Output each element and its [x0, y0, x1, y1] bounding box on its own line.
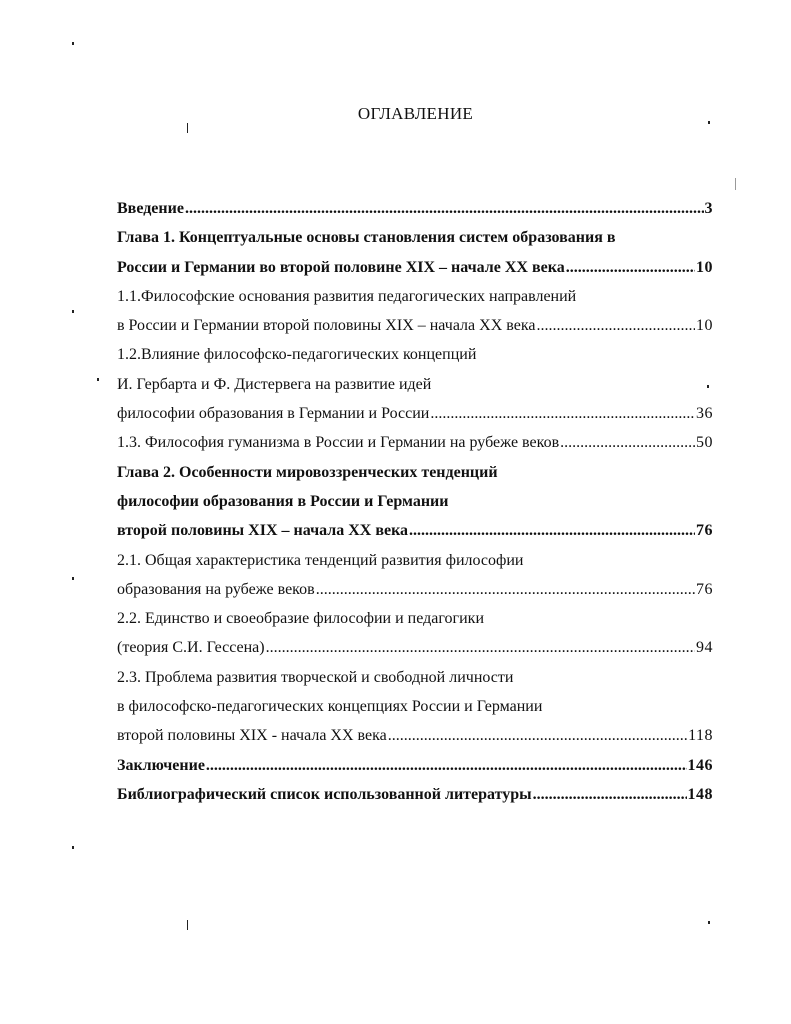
toc-entry: [117, 780, 713, 809]
toc-entry-text: 2.2. Единство и своеобразие философии и педагогики: [117, 610, 484, 628]
toc-entry-text: в России и Германии второй половины XIX – начала XX века: [117, 317, 536, 335]
toc-page-number: 76: [696, 580, 713, 598]
toc-entry: [117, 546, 713, 575]
toc-entry: [117, 340, 713, 369]
scan-speck: [708, 921, 710, 924]
toc-entry-text: (теория С.И. Гессена): [117, 639, 265, 657]
toc-leader-dots: [388, 721, 687, 750]
toc-entry-text: И. Гербарта и Ф. Дистервега на развитие идей: [117, 375, 432, 393]
toc-entry: [117, 399, 713, 428]
toc-entry-text: в философско-педагогических концепциях России и Германии: [117, 698, 543, 716]
toc-leader-dots: [266, 633, 695, 662]
toc-entry-text: философии образования в Германии и России: [117, 405, 430, 423]
toc-entry-text: философии образования в России и Германии: [117, 492, 449, 510]
toc-leader-dots: [536, 311, 695, 340]
toc-entry-text: 1.1.Философские основания развития педагогических направлений: [117, 287, 577, 305]
toc-leader-dots: [566, 253, 695, 282]
toc-entry-text: России и Германии во второй половине XIX – начале XX века: [117, 258, 565, 276]
toc-entry-text: второй половины XIX - начала XX века: [117, 727, 387, 745]
toc-entry: [117, 370, 713, 399]
toc-entry: [117, 487, 713, 516]
toc-leader-dots: [206, 751, 687, 780]
scan-speck: [72, 577, 74, 580]
toc-entry-text: второй половины XIX – начала XX века: [117, 522, 409, 540]
toc-entry: [117, 311, 713, 340]
toc-entry-text: Глава 1. Концептуальные основы становления систем образования в: [117, 229, 616, 247]
toc-page-number: 94: [696, 639, 713, 657]
page-title: ОГЛАВЛЕНИЕ: [357, 104, 474, 123]
toc-entry-text: образования на рубеже веков: [117, 580, 315, 598]
toc-entry-text: 2.1. Общая характеристика тенденций развития философии: [117, 551, 524, 569]
toc-entry-text: 2.3. Проблема развития творческой и свободной личности: [117, 668, 514, 686]
toc-entry-text: 1.3. Философия гуманизма в России и Германии на рубеже веков: [117, 434, 560, 452]
toc-entry: [117, 721, 713, 750]
toc-entry-text: Библиографический список использованной литературы: [117, 785, 532, 803]
table-of-contents: [117, 194, 713, 809]
scan-speck: [72, 846, 74, 849]
scan-speck: [735, 178, 736, 190]
toc-entry: [117, 663, 713, 692]
scan-speck: [707, 385, 709, 388]
toc-entry: [117, 194, 713, 223]
toc-page-number: 50: [696, 434, 713, 452]
toc-leader-dots: [430, 399, 695, 428]
toc-page-number: 76: [696, 522, 713, 540]
toc-entry: [117, 751, 713, 780]
scan-speck: [72, 310, 74, 313]
scan-speck: [72, 42, 74, 45]
toc-entry-text: Введение: [117, 200, 184, 217]
toc-page-number: 3: [704, 200, 713, 217]
toc-entry: [117, 223, 713, 252]
toc-leader-dots: [533, 780, 687, 809]
toc-entry-text: Заключение: [117, 756, 205, 774]
toc-entry: [117, 604, 713, 633]
toc-page-number: 146: [687, 756, 713, 774]
scan-speck: [187, 123, 188, 133]
toc-page-number: 36: [696, 405, 713, 423]
toc-entry: [117, 575, 713, 604]
toc-page-number: 148: [687, 785, 713, 803]
toc-page-number: 118: [688, 727, 713, 745]
toc-leader-dots: [409, 516, 695, 545]
toc-entry-text: Глава 2. Особенности мировоззренческих тенденций: [117, 463, 498, 481]
scan-speck: [187, 920, 188, 930]
toc-page-number: 10: [696, 317, 713, 335]
toc-entry: [117, 282, 713, 311]
toc-page-number: 10: [696, 258, 713, 276]
toc-leader-dots: [316, 575, 695, 604]
toc-entry: [117, 692, 713, 721]
toc-entry-text: 1.2.Влияние философско-педагогических концепций: [117, 346, 477, 364]
toc-entry: [117, 516, 713, 545]
toc-entry: [117, 633, 713, 662]
scan-speck: [97, 378, 99, 381]
toc-entry: [117, 458, 713, 487]
toc-leader-dots: [185, 194, 704, 223]
toc-entry: [117, 253, 713, 282]
toc-leader-dots: [560, 428, 695, 457]
toc-entry: [117, 428, 713, 457]
scan-speck: [708, 121, 710, 124]
